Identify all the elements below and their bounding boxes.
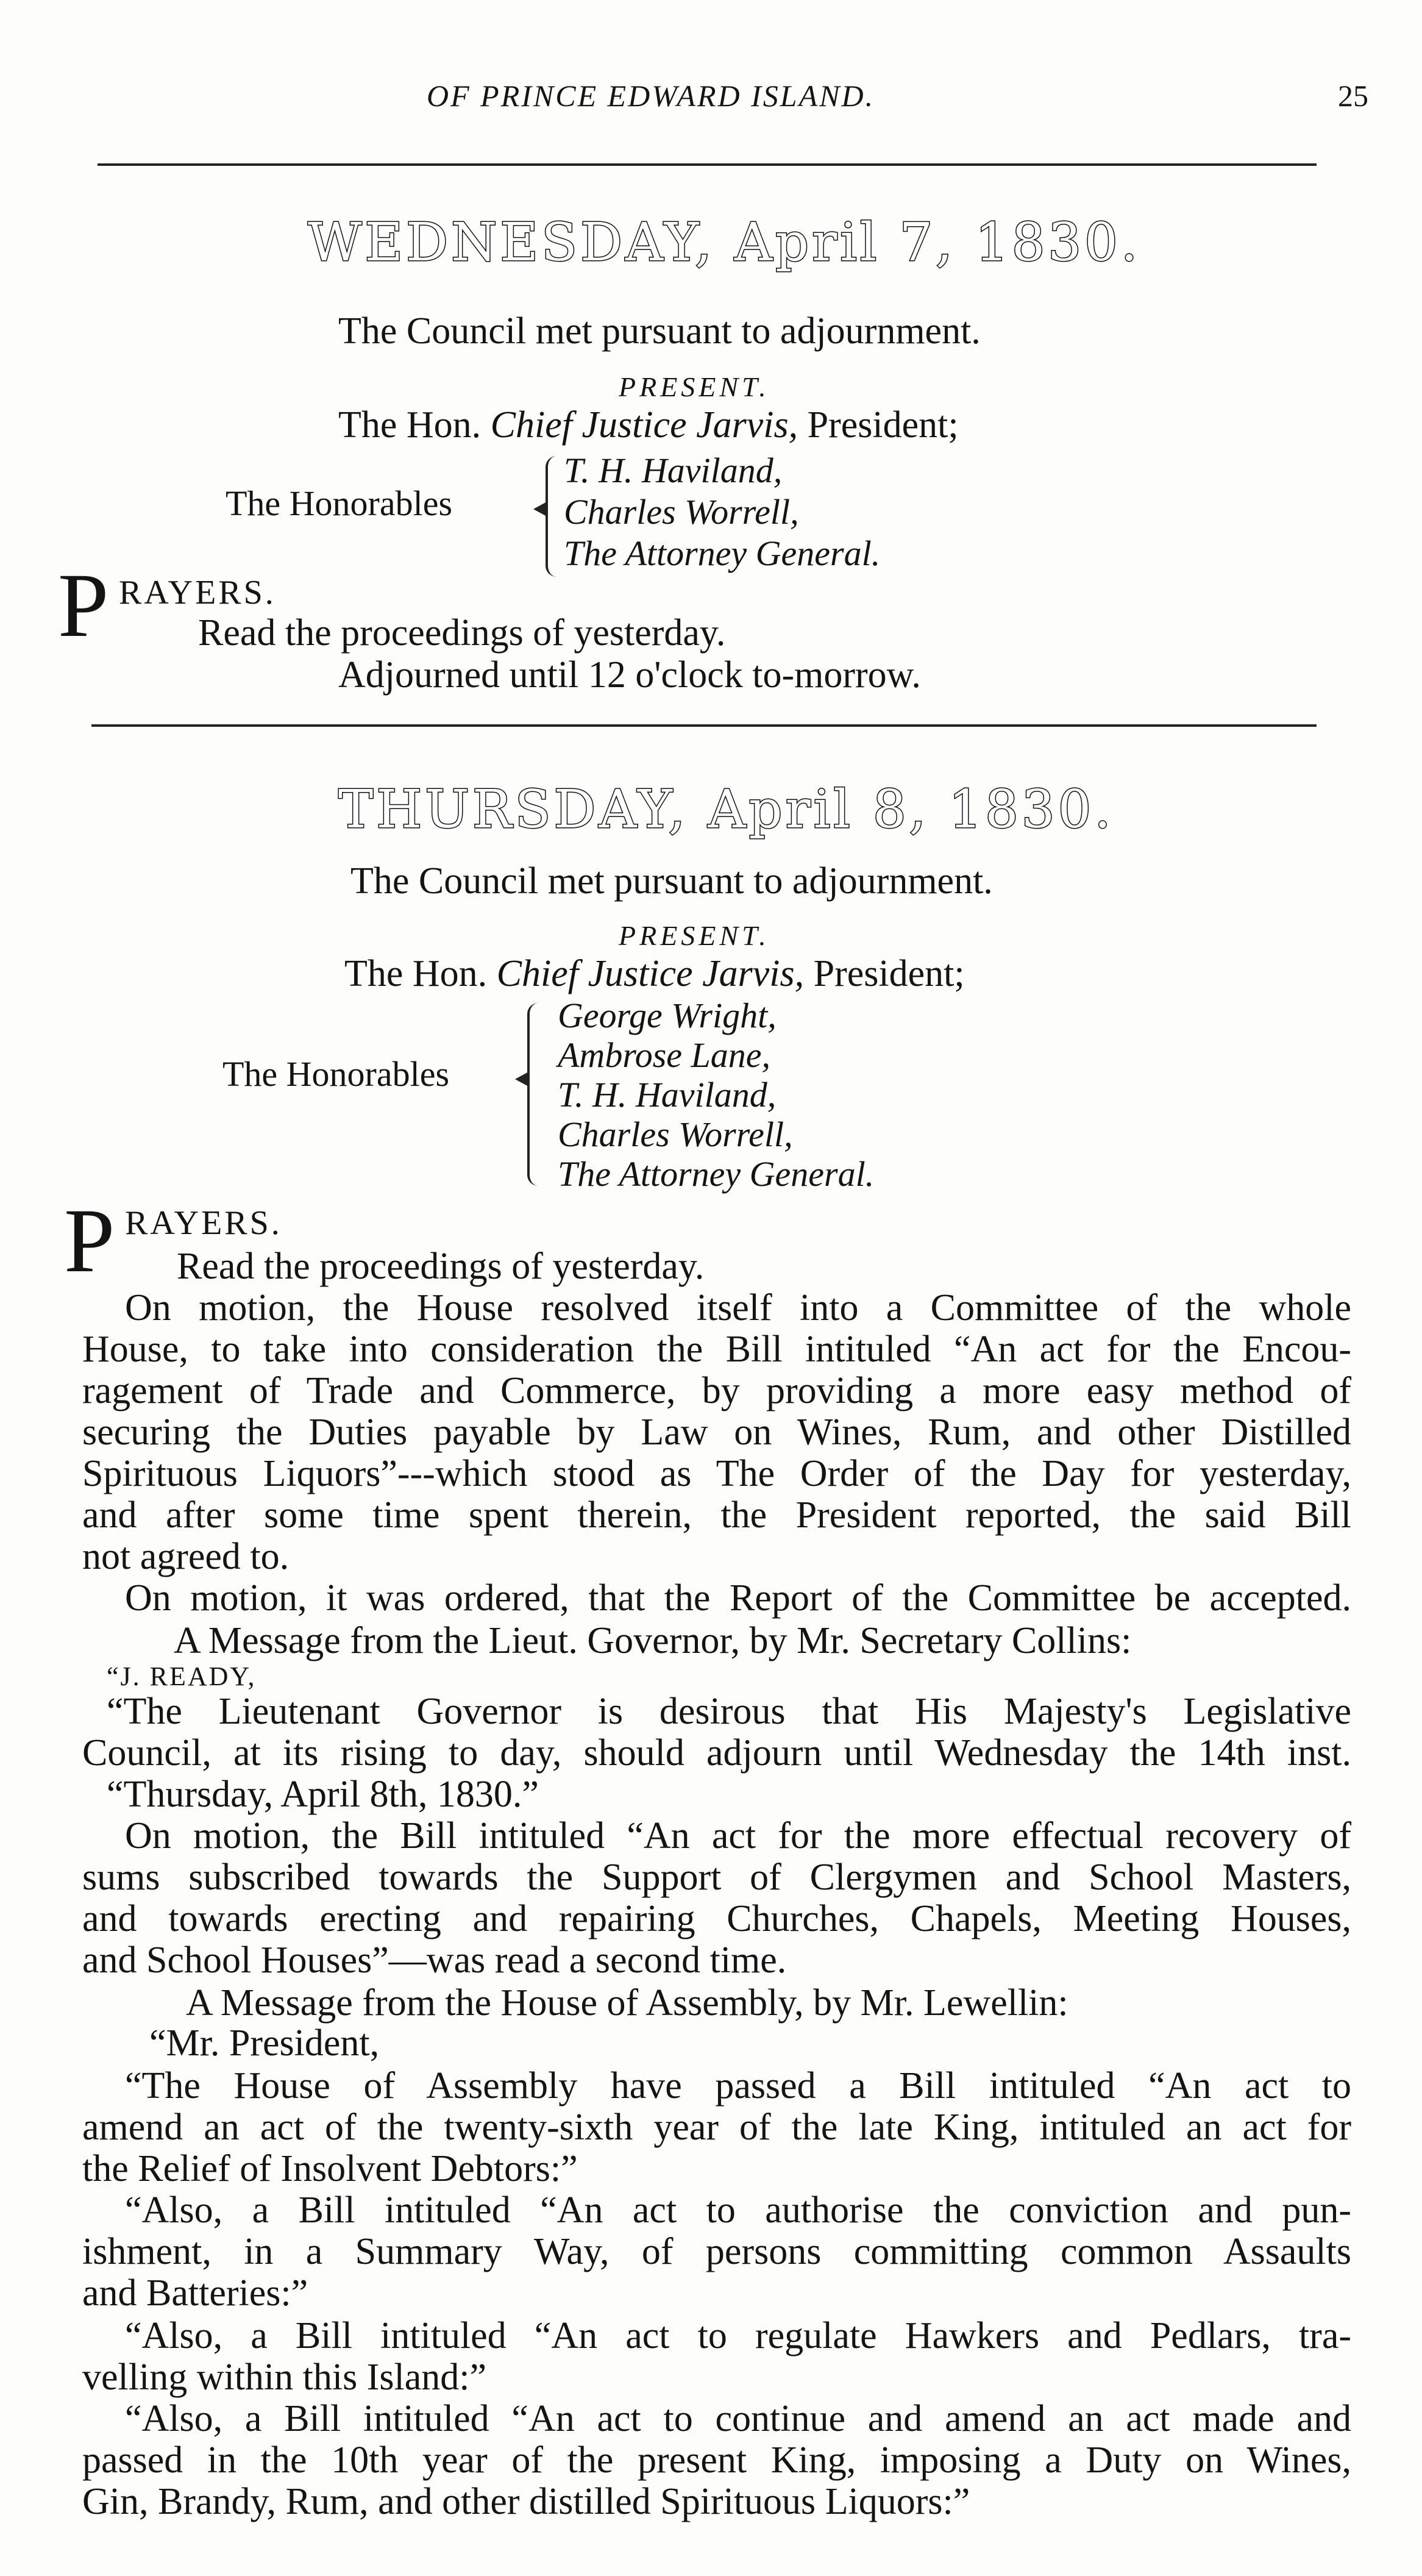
section-rule <box>91 724 1317 727</box>
body-line: On motion, the House resolved itself into a Committee of the whole <box>125 1287 1351 1329</box>
body-line: A Message from the House of Assembly, by Mr. Lewellin: <box>186 1982 1068 2024</box>
body-line: “Also, a Bill intituled “An act to authorise the conviction and pun- <box>125 2189 1351 2231</box>
body-line: A Message from the Lieut. Governor, by Mr. Secretary Collins: <box>174 1620 1132 1661</box>
president-name: Chief Justice Jarvis, <box>496 953 805 994</box>
body-line: “The Lieutenant Governor is desirous that His Majesty's Legislative <box>107 1691 1351 1732</box>
body-line: Gin, Brandy, Rum, and other distilled Spirituous Liquors:” <box>82 2481 970 2522</box>
body-line: and Batteries:” <box>82 2272 308 2314</box>
prayers-dropcap: P <box>64 1190 115 1291</box>
body-line: Council, at its rising to day, should adjourn until Wednesday the 14th inst. <box>82 1732 1351 1774</box>
brace-tip <box>533 502 547 516</box>
president-suffix: President; <box>813 953 965 994</box>
honorable-name: Charles Worrell, <box>564 492 799 532</box>
body-line: “Also, a Bill intituled “An act to regulate Hawkers and Pedlars, tra- <box>125 2315 1351 2357</box>
president-prefix: The Hon. <box>338 404 482 446</box>
body-line: On motion, the Bill intituled “An act for the more effectual recovery of <box>125 1815 1351 1857</box>
honorable-name: George Wright, <box>558 996 777 1035</box>
honorable-name: The Attorney General. <box>558 1154 875 1194</box>
day-heading-wednesday: WEDNESDAY, April 7, 1830. <box>308 212 1141 273</box>
president-line <box>338 404 959 447</box>
body-line: On motion, it was ordered, that the Report of the Committee be accepted. <box>125 1577 1351 1619</box>
president-suffix: President; <box>807 404 959 446</box>
prayers-dropcap: P <box>58 555 109 656</box>
adjourned-line: Adjourned until 12 o'clock to-morrow. <box>338 654 921 696</box>
body-line: ragement of Trade and Commerce, by providing a more easy method of <box>82 1370 1351 1411</box>
body-line: velling within this Island:” <box>82 2357 486 2398</box>
council-met-line: The Council met pursuant to adjournment. <box>338 310 981 352</box>
brace-tip <box>515 1072 528 1086</box>
honorables-label: The Honorables <box>222 1054 450 1094</box>
body-line: sums subscribed towards the Support of Clergymen and School Masters, <box>82 1857 1351 1898</box>
present-label: PRESENT. <box>619 371 770 402</box>
present-label: PRESENT. <box>619 920 770 951</box>
body-line: “Thursday, April 8th, 1830.” <box>107 1774 539 1815</box>
body-line: House, to take into consideration the Bill intituled “An act for the Encou- <box>82 1329 1351 1370</box>
honorable-name: The Attorney General. <box>564 533 881 573</box>
honorable-name: T. H. Haviland, <box>564 451 783 490</box>
read-proceedings-line: Read the proceedings of yesterday. <box>198 612 726 654</box>
council-met-line: The Council met pursuant to adjournment. <box>350 860 993 902</box>
body-line: “J. READY, <box>107 1661 257 1691</box>
body-line: “The House of Assembly have passed a Bill intituled “An act to <box>125 2065 1351 2107</box>
brace <box>527 1003 539 1186</box>
body-line: securing the Duties payable by Law on Wines, Rum, and other Distilled <box>82 1411 1351 1453</box>
read-proceedings-line: Read the proceedings of yesterday. <box>177 1246 705 1287</box>
prayers-heading: RAYERS. <box>119 574 276 612</box>
honorables-label: The Honorables <box>226 483 453 523</box>
body-line: and School Houses”—was read a second time. <box>82 1939 787 1981</box>
body-line: ishment, in a Summary Way, of persons committing common Assaults <box>82 2231 1351 2272</box>
prayers-heading: RAYERS. <box>125 1204 282 1242</box>
president-name: Chief Justice Jarvis, <box>490 404 798 446</box>
body-line: and after some time spent therein, the President reported, the said Bill <box>82 1494 1351 1536</box>
body-line: Spirituous Liquors”---which stood as The Order of the Day for yesterday, <box>82 1453 1351 1494</box>
body-line: not agreed to. <box>82 1536 290 1577</box>
brace <box>546 456 558 577</box>
honorable-name: T. H. Haviland, <box>558 1075 777 1115</box>
running-title: OF PRINCE EDWARD ISLAND. <box>427 79 875 113</box>
body-line: passed in the 10th year of the present King, imposing a Duty on Wines, <box>82 2439 1351 2481</box>
honorable-name: Ambrose Lane, <box>558 1035 771 1075</box>
president-prefix: The Hon. <box>344 953 488 994</box>
president-line <box>344 952 965 996</box>
body-line: and towards erecting and repairing Churches, Chapels, Meeting Houses, <box>82 1898 1351 1939</box>
day-heading-thursday: THURSDAY, April 8, 1830. <box>338 779 1114 840</box>
body-line: “Mr. President, <box>149 2022 380 2064</box>
body-line: amend an act of the twenty-sixth year of the late King, intituled an act for <box>82 2107 1351 2148</box>
body-line: “Also, a Bill intituled “An act to continue and amend an act made and <box>125 2398 1351 2439</box>
header-rule <box>98 163 1317 166</box>
page-number: 25 <box>1338 79 1368 113</box>
honorable-name: Charles Worrell, <box>558 1115 793 1154</box>
body-line: the Relief of Insolvent Debtors:” <box>82 2148 578 2189</box>
